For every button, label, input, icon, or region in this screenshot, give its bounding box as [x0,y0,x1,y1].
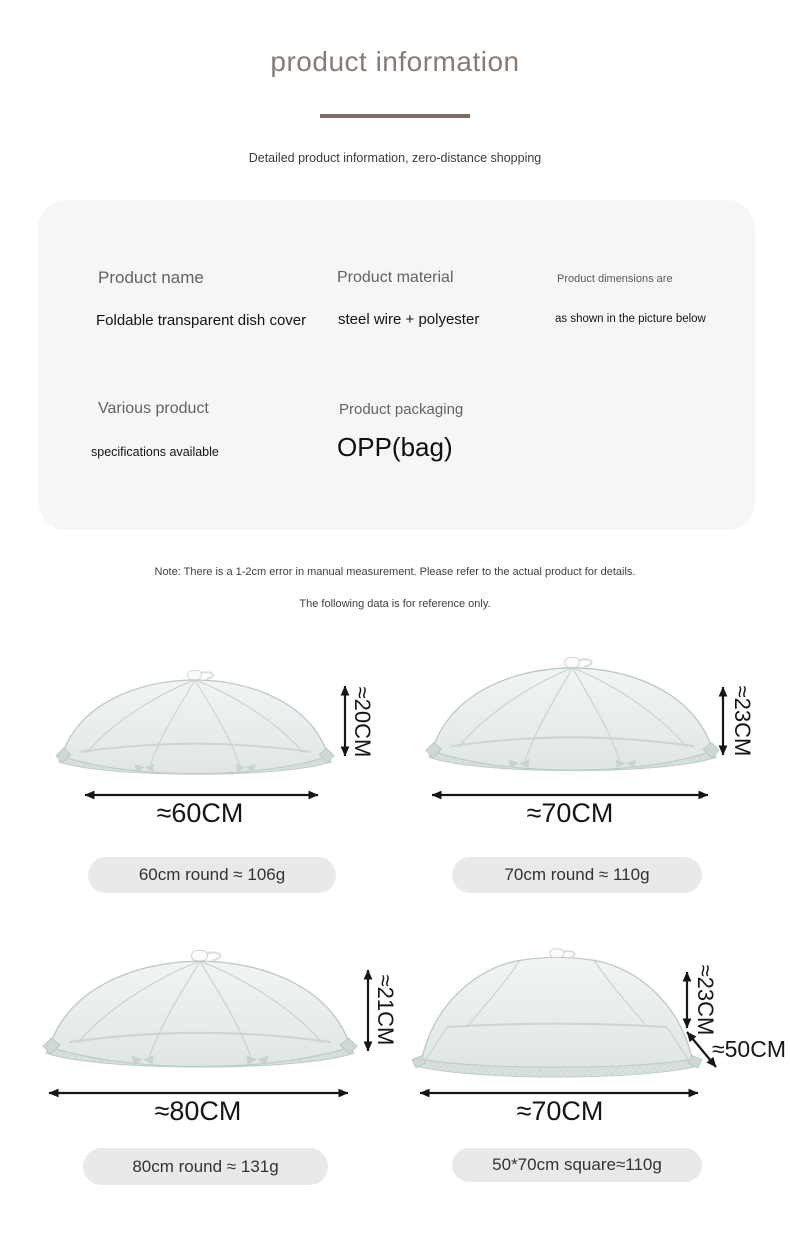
measurement-note: Note: There is a 1-2cm error in manual measurement. Please refer to the actual product for details. [154,566,636,578]
spec-pill: 50*70cm square≈110g [452,1148,702,1182]
spec-pill: 80cm round ≈ 131g [83,1148,328,1185]
height-dimension-label: ≈23CM [730,685,755,757]
product-panel-70cm-round [400,655,760,900]
various-specs-label: Various product [98,400,209,417]
width-dimension-label: ≈70CM [526,798,614,828]
product-panel-50x70cm-square [400,940,790,1190]
title-divider [320,114,470,118]
height-dimension-label: ≈20CM [350,686,375,758]
height-dimension-label: ≈23CM [693,964,718,1036]
page-title: product information [270,46,520,77]
various-specs-value: specifications available [91,445,219,459]
reference-note: The following data is for reference only. [299,598,491,610]
page-subtitle: Detailed product information, zero-distance shopping [248,151,542,165]
spec-pill: 70cm round ≈ 110g [452,857,702,893]
dish-cover-illustration [410,947,704,1088]
spec-pill: 60cm round ≈ 106g [88,857,336,893]
width-dimension-label: ≈70CM [516,1096,604,1126]
product-panel-60cm-round [40,655,390,900]
product-panel-80cm-round [20,940,400,1190]
height-dimension-label: ≈21CM [373,974,398,1046]
dish-cover-illustration [42,950,358,1087]
dish-cover-illustration [425,657,720,790]
product-info-card [38,200,755,530]
product-material-value: steel wire + polyester [338,311,480,328]
product-dimensions-label: Product dimensions are [557,273,673,285]
product-name-value: Foldable transparent dish cover [96,312,307,329]
product-material-label: Product material [337,269,454,286]
product-name-label: Product name [98,268,204,287]
dish-cover-illustration [55,670,335,792]
product-packaging-label: Product packaging [339,401,464,418]
depth-dimension-label: ≈50CM [712,1036,786,1062]
product-dimensions-value: as shown in the picture below [555,313,706,325]
width-dimension-label: ≈60CM [156,798,244,828]
product-packaging-value: OPP(bag) [337,432,453,462]
width-dimension-label: ≈80CM [154,1096,242,1126]
